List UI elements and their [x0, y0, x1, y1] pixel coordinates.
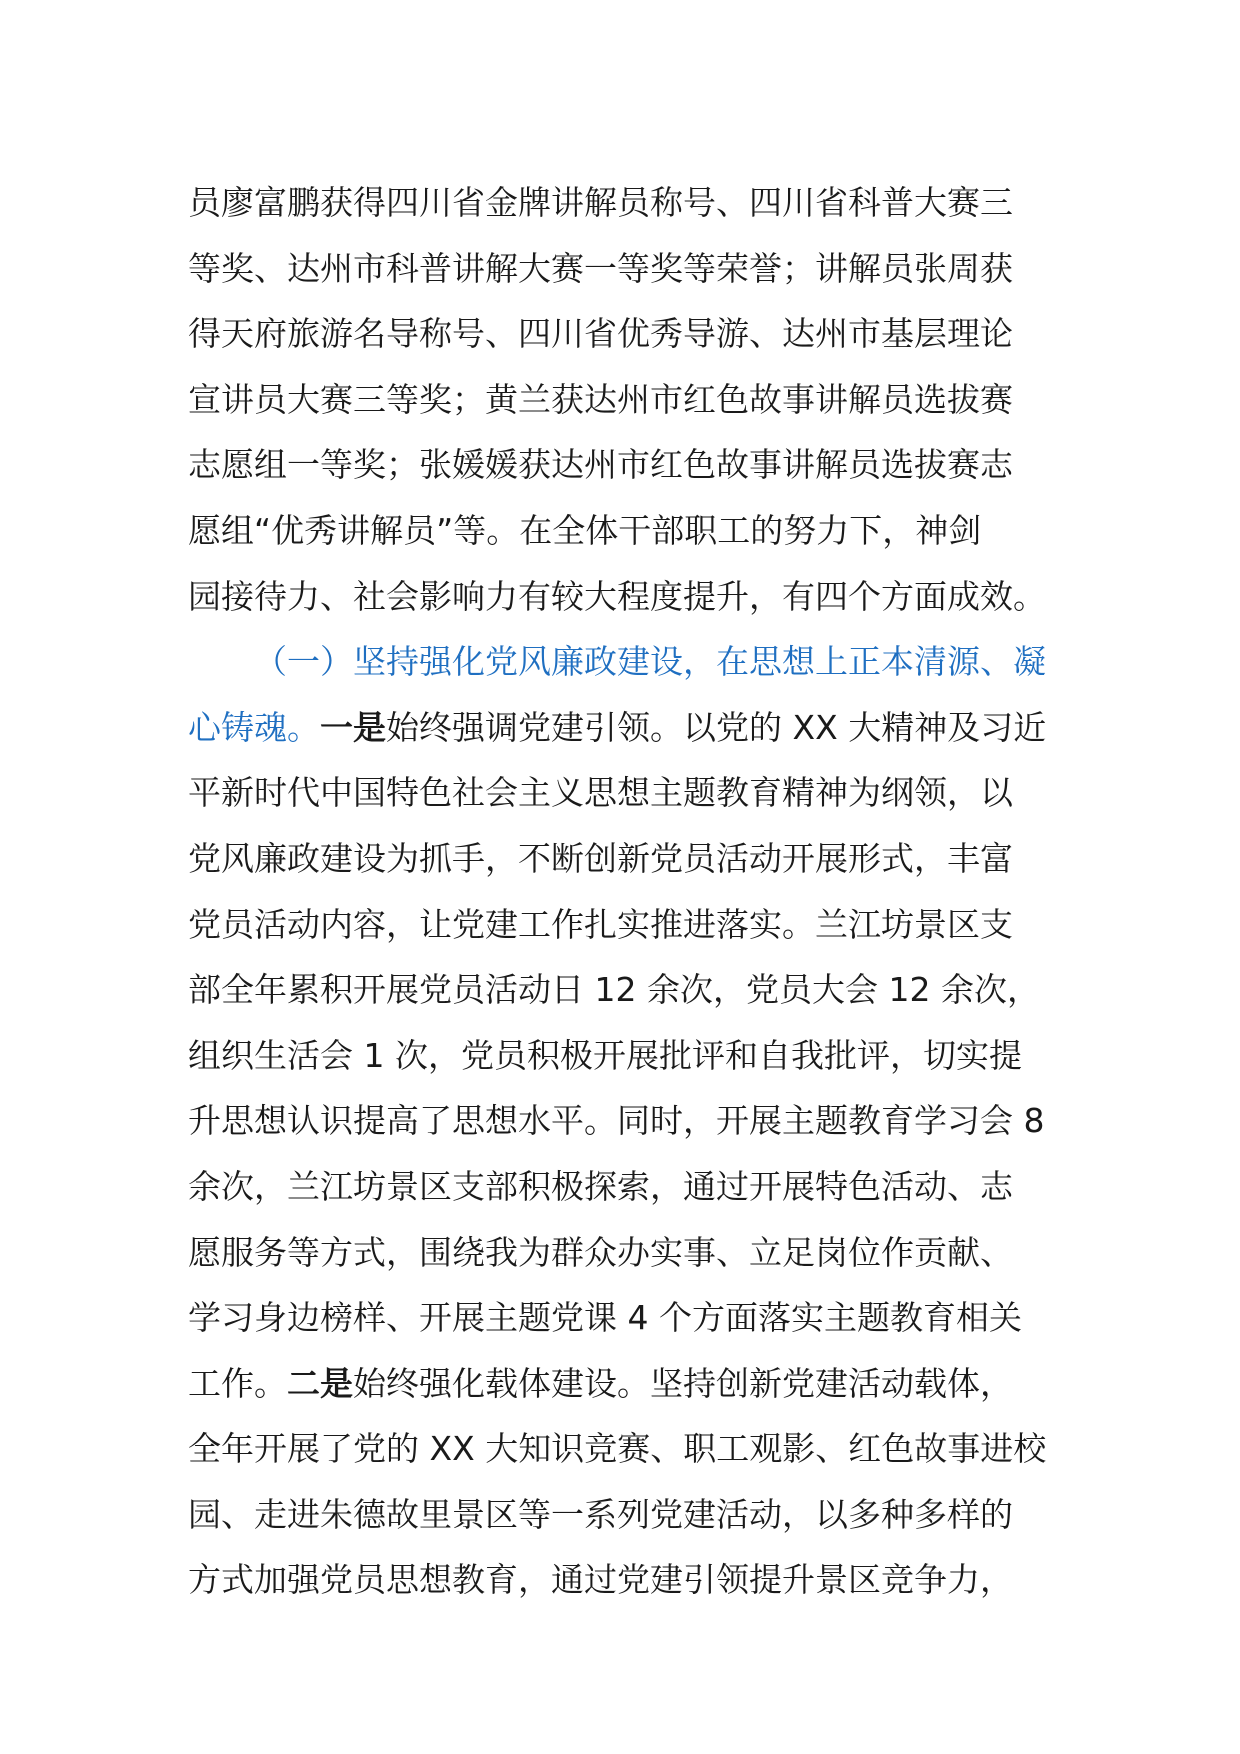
- text-line: [188, 1416, 1058, 1482]
- text-line: [188, 301, 1058, 367]
- text-line: [188, 170, 1058, 236]
- text-line: [188, 498, 1058, 564]
- body-text: 组织生活会 1 次，党员积极开展批评和自我批评，切实提: [188, 1035, 1022, 1075]
- bold-lead-text: 一是: [320, 707, 386, 747]
- body-text: 园、走进朱德故里景区等一系列党建活动，以多种多样的: [188, 1494, 1013, 1534]
- body-text: 志愿组一等奖；张媛媛获达州市红色故事讲解员选拔赛志: [188, 445, 1013, 485]
- body-text: 方式加强党员思想教育，通过党建引领提升景区竞争力，: [188, 1560, 1013, 1600]
- body-text: 愿组“优秀讲解员”等。在全体干部职工的努力下，神剑: [188, 510, 982, 550]
- body-text: 升思想认识提高了思想水平。同时，开展主题教育学习会 8: [188, 1101, 1045, 1141]
- body-text: 等奖、达州市科普讲解大赛一等奖等荣誉；讲解员张周获: [188, 248, 1013, 288]
- body-text: 员廖富鹏获得四川省金牌讲解员称号、四川省科普大赛三: [188, 183, 1013, 222]
- body-text: 工作。: [188, 1363, 287, 1403]
- text-line: [188, 564, 1058, 630]
- body-text: 党风廉政建设为抓手，不断创新党员活动开展形式，丰富: [188, 838, 1013, 878]
- text-line: [188, 1351, 1058, 1417]
- body-text: 得天府旅游名导称号、四川省优秀导游、达州市基层理论: [188, 314, 1013, 354]
- section-heading-text: 心铸魂。: [188, 707, 320, 747]
- text-line: [188, 695, 1058, 761]
- bold-lead-text: 二是: [287, 1363, 353, 1403]
- body-text: 园接待力、社会影响力有较大程度提升，有四个方面成效。: [188, 576, 1046, 616]
- section-heading-text: （一）坚持强化党风廉政建设，在思想上正本清源、凝: [254, 642, 1046, 682]
- text-line: [188, 367, 1058, 433]
- text-line: [188, 236, 1058, 302]
- text-line: [188, 760, 1058, 826]
- text-line: [188, 629, 1058, 695]
- text-line: [188, 1285, 1058, 1351]
- text-line: [188, 1088, 1058, 1154]
- body-text: 学习身边榜样、开展主题党课 4 个方面落实主题教育相关: [188, 1298, 1022, 1338]
- body-text: 平新时代中国特色社会主义思想主题教育精神为纲领，以: [188, 773, 1013, 813]
- body-text: 始终强调党建引领。以党的 XX 大精神及习近: [386, 707, 1047, 747]
- text-line: [188, 1154, 1058, 1220]
- body-text: 宣讲员大赛三等奖；黄兰获达州市红色故事讲解员选拔赛: [188, 379, 1013, 419]
- body-text: 党员活动内容，让党建工作扎实推进落实。兰江坊景区支: [188, 904, 1013, 944]
- body-text: 始终强化载体建设。坚持创新党建活动载体，: [353, 1363, 1013, 1403]
- text-line: [188, 1220, 1058, 1286]
- text-line: [188, 1482, 1058, 1548]
- text-line: [188, 432, 1058, 498]
- text-line: [188, 892, 1058, 958]
- body-text: 愿服务等方式，围绕我为群众办实事、立足岗位作贡献、: [188, 1232, 1013, 1272]
- document-body: [188, 170, 1058, 1613]
- text-line: [188, 1547, 1058, 1613]
- text-line: [188, 826, 1058, 892]
- body-text: 全年开展了党的 XX 大知识竞赛、职工观影、红色故事进校: [188, 1429, 1047, 1469]
- text-line: [188, 957, 1058, 1023]
- text-line: [188, 1023, 1058, 1089]
- body-text: 余次，兰江坊景区支部积极探索，通过开展特色活动、志: [188, 1166, 1013, 1206]
- body-text: 部全年累积开展党员活动日 12 余次，党员大会 12 余次，: [188, 970, 1040, 1010]
